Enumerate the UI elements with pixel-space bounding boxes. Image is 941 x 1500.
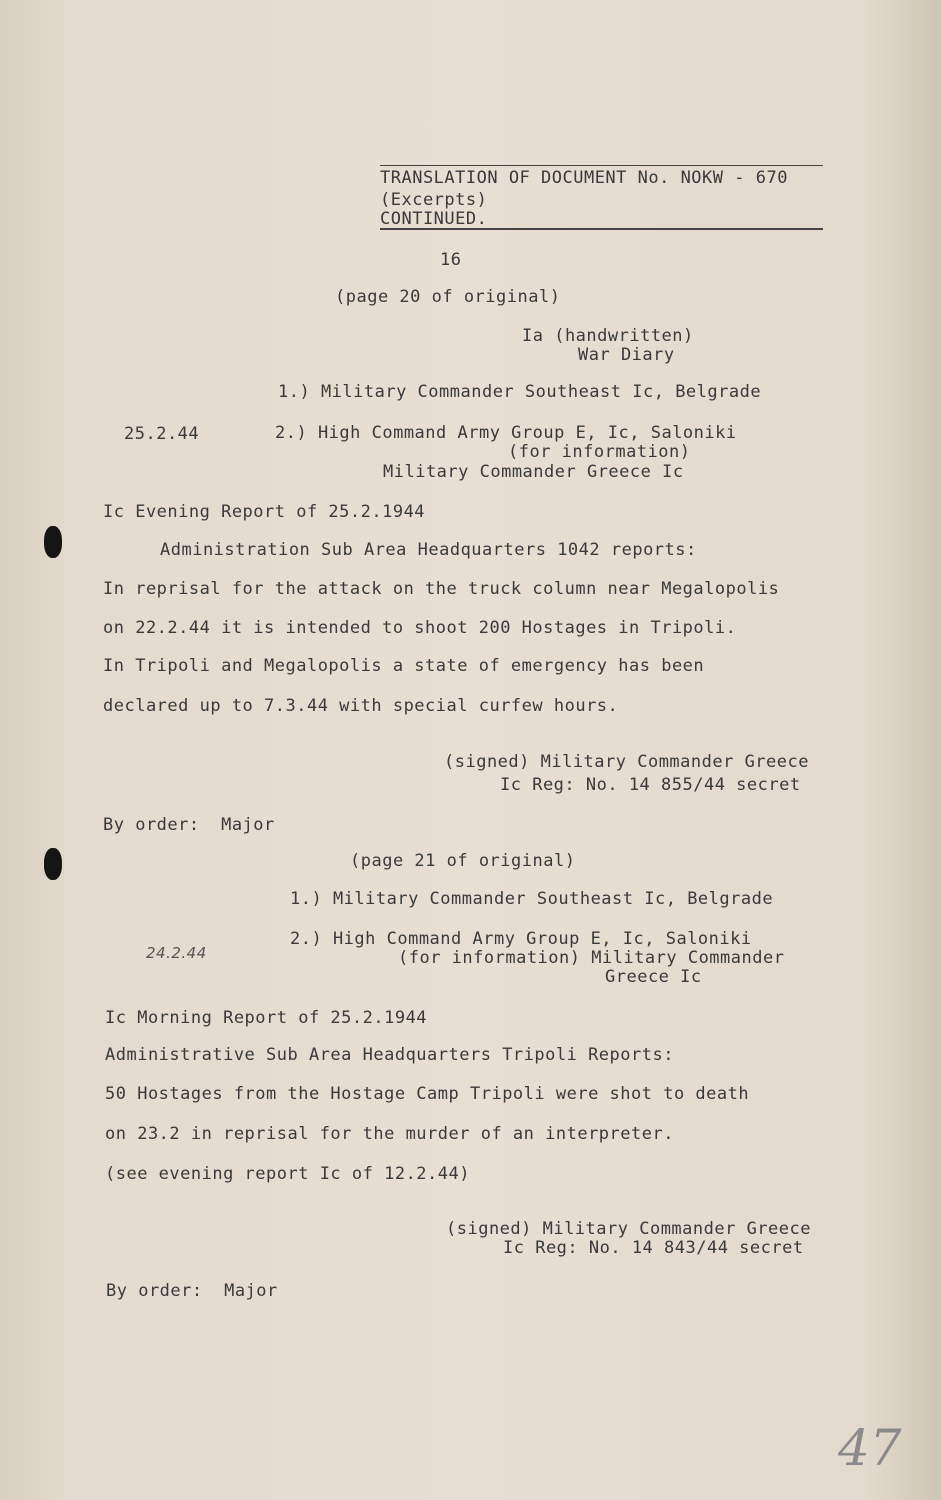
- section1-body-line: In Tripoli and Megalopolis a state of emergency has been: [103, 656, 705, 676]
- section2-body-line: on 23.2 in reprisal for the murder of an interpreter.: [105, 1124, 674, 1144]
- section1-distribution-2c: Military Commander Greece Ic: [383, 462, 684, 482]
- page-number: 16: [440, 250, 462, 270]
- section2-signature: (signed) Military Commander Greece: [446, 1219, 811, 1239]
- section1-page-ref: (page 20 of original): [335, 287, 561, 307]
- section2-body-line: 50 Hostages from the Hostage Camp Tripoli were shot to death: [105, 1084, 750, 1104]
- section1-signature: (signed) Military Commander Greece: [444, 752, 809, 772]
- section2-report-title: Ic Morning Report of 25.2.1944: [105, 1008, 428, 1028]
- section1-distribution-2a: 2.) High Command Army Group E, Ic, Saloniki: [275, 423, 737, 443]
- header-rule-bottom: [380, 228, 823, 230]
- section1-by-order: By order: Major: [103, 815, 275, 835]
- section1-distribution-2b: (for information): [508, 442, 691, 462]
- section2-distribution-1: 1.) Military Commander Southeast Ic, Belgrade: [290, 889, 774, 909]
- section2-registration: Ic Reg: No. 14 843/44 secret: [503, 1238, 804, 1258]
- section2-body-line: Administrative Sub Area Headquarters Tripoli Reports:: [105, 1045, 674, 1065]
- section2-date: 24.2.44: [146, 944, 207, 962]
- section1-body-line: declared up to 7.3.44 with special curfew hours.: [103, 696, 619, 716]
- section1-registration: Ic Reg: No. 14 855/44 secret: [500, 775, 801, 795]
- punch-hole-bottom: [44, 848, 62, 880]
- section1-body-line: Administration Sub Area Headquarters 1042 reports:: [160, 540, 697, 560]
- section2-page-ref: (page 21 of original): [350, 851, 576, 871]
- section1-marking-1: Ia (handwritten): [522, 326, 694, 346]
- document-continued: CONTINUED.: [380, 209, 488, 229]
- handwritten-page-number: 47: [838, 1419, 902, 1477]
- section1-distribution-1: 1.) Military Commander Southeast Ic, Belgrade: [278, 382, 762, 402]
- section2-distribution-2c: Greece Ic: [605, 967, 702, 987]
- section1-date: 25.2.44: [124, 424, 200, 444]
- section2-distribution-2b: (for information) Military Commander: [398, 948, 785, 968]
- section2-body-line: (see evening report Ic of 12.2.44): [105, 1164, 470, 1184]
- section2-by-order: By order: Major: [106, 1281, 278, 1301]
- section1-body-line: In reprisal for the attack on the truck column near Megalopolis: [103, 579, 780, 599]
- header-rule-top: [380, 165, 823, 166]
- section1-report-title: Ic Evening Report of 25.2.1944: [103, 502, 426, 522]
- document-title: TRANSLATION OF DOCUMENT No. NOKW - 670: [380, 168, 788, 188]
- punch-hole-top: [44, 526, 62, 558]
- section2-distribution-2a: 2.) High Command Army Group E, Ic, Saloniki: [290, 929, 752, 949]
- section1-body-line: on 22.2.44 it is intended to shoot 200 Hostages in Tripoli.: [103, 618, 737, 638]
- section1-marking-2: War Diary: [578, 345, 675, 365]
- document-excerpts: (Excerpts): [380, 190, 488, 210]
